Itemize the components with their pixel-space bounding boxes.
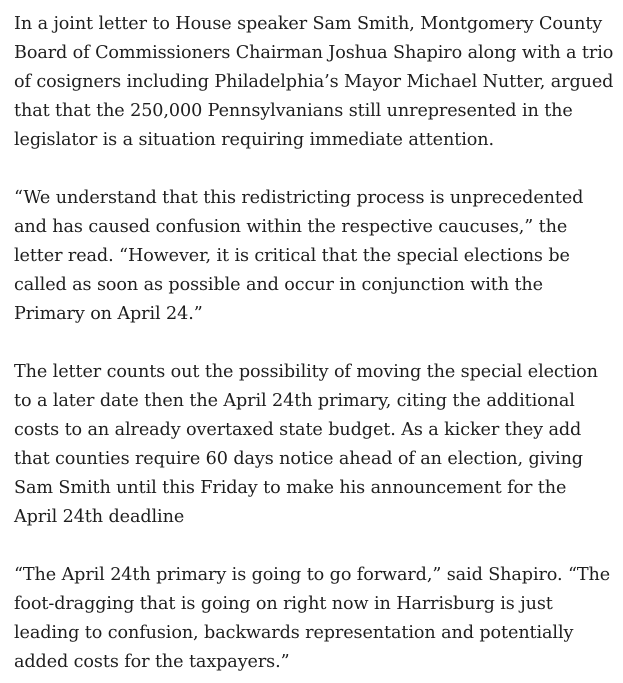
paragraph-special-election: The letter counts out the possibility of moving the special election to a later date then the April 24th primary, citing the additional costs to an already overtaxed state budget. As a kicker they add that counties require 60 days notice ahead of an election, giving Sam Smith until this Friday to make his announcement for the April 24th deadline [14,362,598,527]
article-body [14,10,614,677]
paragraph-letter-quote: “We understand that this redistricting process is unprecedented and has caused confusion within the respective caucuses,” the letter read. “However, it is critical that the special elections be called as soon as possible and occur in conjunction with the Primary on April 24.” [14,188,584,324]
paragraph-shapiro-quote: “The April 24th primary is going to go forward,” said Shapiro. “The foot-dragging that is going on right now in Harrisburg is just leading to confusion, backwards representation and potentially added costs for the taxpayers.” [14,565,611,672]
paragraph-joint-letter: In a joint letter to House speaker Sam Smith, Montgomery County Board of Commissioners Chairman Joshua Shapiro along with a trio of cosigners including Philadelphia’s Mayor Michael Nutter, argued that that the 250,000 Pennsylvanians still unrepresented in the legislator is a situation requiring immediate attention. [14,14,614,150]
